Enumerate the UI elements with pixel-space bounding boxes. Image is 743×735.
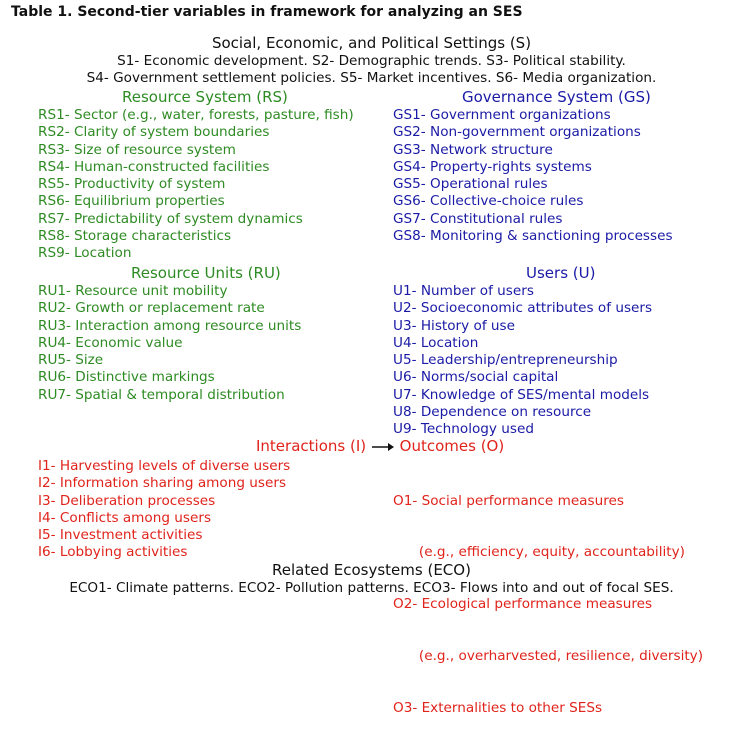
list-item: U7- Knowledge of SES/mental models — [393, 386, 650, 403]
table-title: Table 1. Second-tier variables in framework for analyzing an SES — [11, 4, 523, 20]
list-item: GS4- Property-rights systems — [393, 158, 592, 175]
settings-line-2: S4- Government settlement policies. S5- Market incentives. S6- Media organization. — [86, 70, 657, 86]
users-section — [393, 265, 652, 439]
cropped-text-line — [40, 634, 660, 643]
list-item: I5- Investment activities — [38, 527, 203, 544]
list-item: GS2- Non-government organizations — [393, 124, 641, 141]
governance-system-section — [393, 89, 673, 245]
list-item: O3- Externalities to other SESs — [393, 700, 603, 717]
list-item: RS4- Human-constructed facilities — [38, 158, 270, 175]
outcomes-heading: Outcomes (O) — [399, 437, 505, 455]
list-item: U3- History of use — [393, 317, 515, 334]
list-item: GS1- Government organizations — [393, 107, 611, 123]
list-item: RS6- Equilibrium properties — [38, 193, 225, 210]
list-item: I3- Deliberation processes — [38, 492, 216, 509]
list-item: U8- Dependence on resource — [393, 404, 592, 421]
list-item: RS3- Size of resource system — [38, 141, 236, 158]
interactions-section — [38, 458, 290, 562]
list-item: RU3- Interaction among resource units — [38, 317, 302, 334]
interactions-heading: Interactions (I) — [256, 437, 367, 455]
list-item: RU7- Spatial & temporal distribution — [38, 386, 285, 403]
users-heading: Users (U) — [526, 264, 596, 282]
list-item: RS1- Sector (e.g., water, forests, pasture, fish) — [38, 107, 354, 123]
list-item: RU1- Resource unit mobility — [38, 283, 228, 299]
list-item: RU2- Growth or replacement rate — [38, 300, 265, 317]
list-item: RS8- Storage characteristics — [38, 228, 232, 245]
resource-system-section — [38, 89, 354, 263]
list-item: U2- Socioeconomic attributes of users — [393, 300, 653, 317]
list-item: RS5- Productivity of system — [38, 176, 226, 193]
list-item: GS7- Constitutional rules — [393, 210, 563, 227]
list-item: GS6- Collective-choice rules — [393, 193, 584, 210]
ecosystems-line: ECO1- Climate patterns. ECO2- Pollution patterns. ECO3- Flows into and out of focal SES. — [69, 580, 674, 596]
list-item: GS8- Monitoring & sanctioning processes — [393, 228, 673, 245]
list-item: RU4- Economic value — [38, 334, 183, 351]
resource-units-heading: Resource Units (RU) — [131, 264, 281, 282]
list-item: U4- Location — [393, 334, 479, 351]
resource-system-heading: Resource System (RS) — [122, 88, 288, 106]
list-item: U5- Leadership/entrepreneurship — [393, 352, 618, 369]
list-item: U6- Norms/social capital — [393, 369, 559, 386]
list-item: RS9- Location — [38, 245, 132, 262]
ecosystems-heading: Related Ecosystems (ECO) — [272, 561, 471, 579]
list-item: O2- Ecological performance measures — [393, 596, 653, 613]
list-item: (e.g., efficiency, equity, accountability) — [393, 544, 685, 561]
settings-line-1: S1- Economic development. S2- Demographic trends. S3- Political stability. — [117, 53, 626, 69]
list-item: RS2- Clarity of system boundaries — [38, 124, 270, 141]
list-item: (e.g., overharvested, resilience, diversity) — [393, 648, 704, 665]
settings-heading: Social, Economic, and Political Settings (S) — [211, 34, 532, 52]
list-item: I6- Lobbying activities — [38, 544, 188, 561]
list-item: U9- Technology used — [393, 421, 534, 438]
list-item: RS7- Predictability of system dynamics — [38, 210, 303, 227]
resource-units-section — [38, 265, 301, 404]
list-item: GS3- Network structure — [393, 141, 553, 158]
list-item: O1- Social performance measures — [393, 492, 624, 509]
list-item: I4- Conflicts among users — [38, 509, 212, 526]
right-arrow-icon — [371, 440, 395, 454]
list-item: RU5- Size — [38, 352, 104, 369]
governance-system-heading: Governance System (GS) — [462, 88, 651, 106]
list-item: U1- Number of users — [393, 283, 534, 299]
list-item: GS5- Operational rules — [393, 176, 548, 193]
list-item: I1- Harvesting levels of diverse users — [38, 458, 291, 474]
interactions-outcomes-heading — [256, 438, 504, 455]
list-item: I2- Information sharing among users — [38, 475, 287, 492]
list-item: RU6- Distinctive markings — [38, 369, 215, 386]
